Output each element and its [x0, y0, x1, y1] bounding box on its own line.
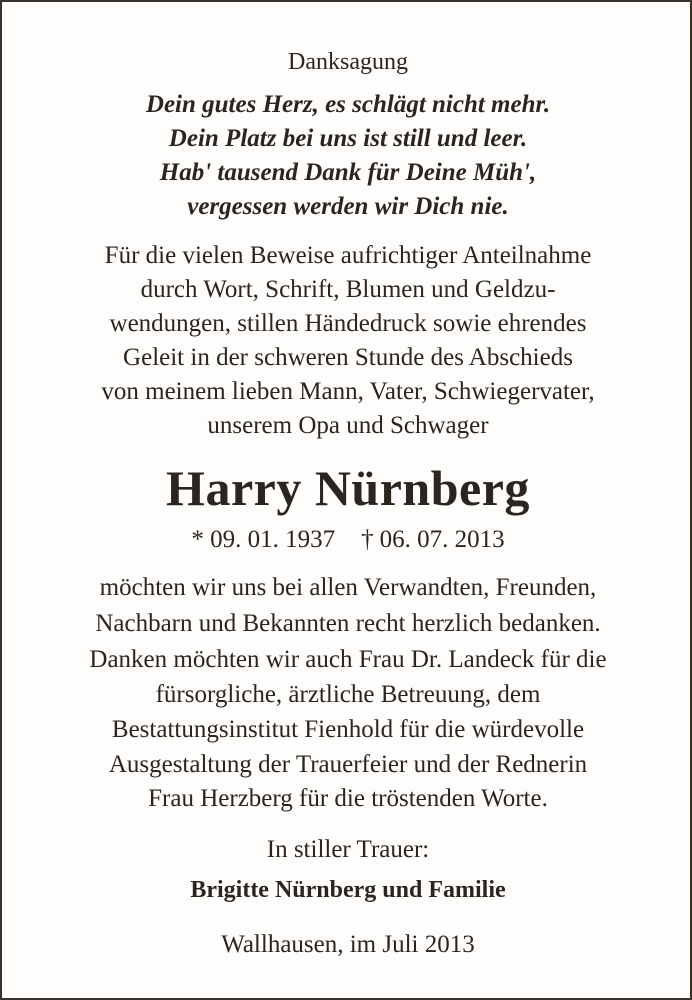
deceased-name: Harry Nürnberg — [166, 460, 530, 516]
poem-line: Hab' tausend Dank für Deine Müh', — [159, 159, 537, 186]
signature: Brigitte Nürnberg und Familie — [190, 877, 506, 903]
life-dates — [2, 523, 692, 556]
notice-heading: Danksagung — [288, 49, 408, 75]
closing-line: fürsorgliche, ärztliche Betreuung, dem — [155, 681, 541, 708]
place-date: Wallhausen, im Juli 2013 — [221, 931, 475, 958]
closing-line: Ausgestaltung der Trauerfeier und der Rednerin — [108, 751, 588, 778]
signature-intro: In stiller Trauer: — [266, 836, 430, 863]
thanks-line: durch Wort, Schrift, Blumen und Geldzu- — [140, 276, 556, 303]
closing-line: möchten wir uns bei allen Verwandten, Freunden, — [99, 574, 597, 601]
poem-line: Dein Platz bei uns ist still und leer. — [168, 125, 528, 152]
thanks-line: unserem Opa und Schwager — [207, 412, 489, 439]
closing-line: Nachbarn und Bekannten recht herzlich bedanken. — [95, 610, 601, 637]
death-cross-icon: † — [361, 526, 374, 553]
closing-line: Danken möchten wir auch Frau Dr. Landeck für die — [89, 646, 607, 673]
closing-line: Frau Herzberg für die tröstenden Worte. — [148, 785, 548, 812]
death-date: 06. 07. 2013 — [379, 526, 505, 553]
poem-line: vergessen werden wir Dich nie. — [187, 193, 509, 220]
poem-line: Dein gutes Herz, es schlägt nicht mehr. — [145, 91, 551, 118]
thanks-line: von meinem lieben Mann, Vater, Schwiegervater, — [101, 378, 595, 405]
birth-date: * 09. 01. 1937 — [191, 526, 336, 553]
thanks-line: Geleit in der schweren Stunde des Abschieds — [123, 344, 573, 371]
thanks-line: Für die vielen Beweise aufrichtiger Anteilnahme — [104, 242, 592, 269]
closing-line: Bestattungsinstitut Fienhold für die würdevolle — [111, 716, 585, 743]
thanks-line: wendungen, stillen Händedruck sowie ehrendes — [109, 310, 587, 337]
